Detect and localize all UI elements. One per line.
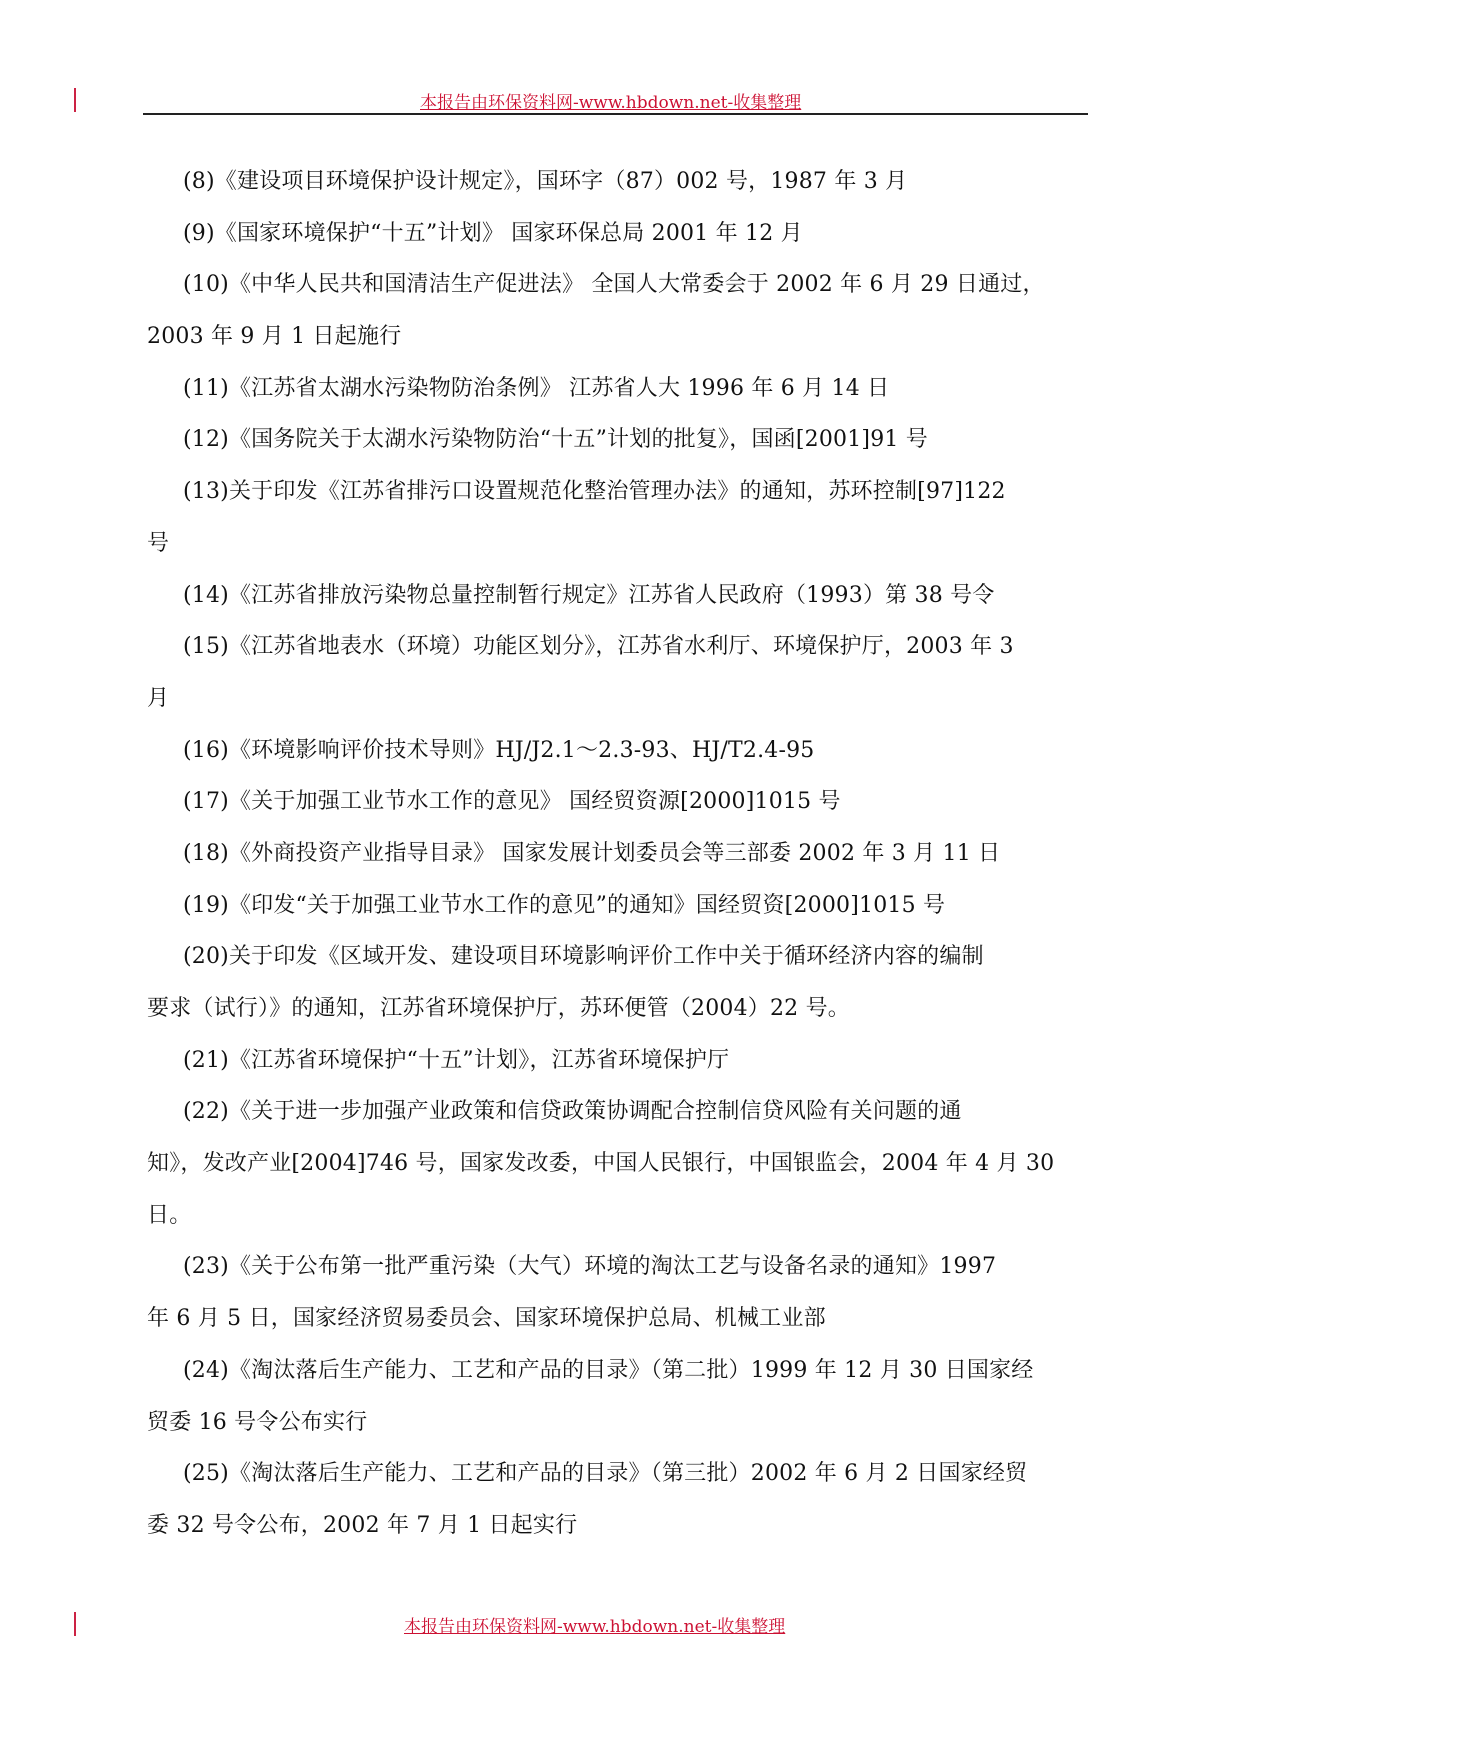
reference-line: (8)《建设项目环境保护设计规定》，国环字（87）002 号，1987 年 3 月	[183, 169, 908, 194]
reference-line: (12)《国务院关于太湖水污染物防治“十五”计划的批复》，国函[2001]91 号	[183, 427, 928, 453]
reference-line: (19)《印发“关于加强工业节水工作的意见”的通知》国经贸资[2000]1015 号	[183, 892, 946, 918]
reference-line: (14)《江苏省排放污染物总量控制暂行规定》江苏省人民政府（1993）第 38 号令	[183, 582, 995, 608]
reference-line: 月	[147, 685, 170, 711]
reference-line: 要求（试行）》的通知，江苏省环境保护厅，苏环便管（2004）22 号。	[147, 996, 850, 1021]
reference-line: (16)《环境影响评价技术导则》HJ/J2.1～2.3-93、HJ/T2.4-95	[183, 737, 815, 763]
header-margin-mark	[74, 88, 76, 112]
reference-line: 日。	[147, 1202, 192, 1228]
reference-line: (17)《关于加强工业节水工作的意见》 国经贸资源[2000]1015 号	[183, 789, 841, 815]
reference-line: 委 32 号令公布，2002 年 7 月 1 日起实行	[147, 1512, 578, 1538]
reference-line: 号	[147, 530, 170, 556]
reference-line: (21)《江苏省环境保护“十五”计划》，江苏省环境保护厅	[183, 1047, 730, 1073]
reference-line: (13)关于印发《江苏省排污口设置规范化整治管理办法》的通知，苏环控制[97]122	[183, 479, 1006, 505]
header-source-link[interactable]: 本报告由环保资料网-www.hbdown.net-收集整理	[420, 93, 802, 113]
reference-line: 知》，发改产业[2004]746 号，国家发改委，中国人民银行，中国银监会，2004 年 4 月 30	[147, 1151, 1055, 1177]
reference-line: (15)《江苏省地表水（环境）功能区划分》，江苏省水利厅、环境保护厅，2003 年 3	[183, 634, 1014, 660]
reference-line: 年 6 月 5 日，国家经济贸易委员会、国家环境保护总局、机械工业部	[147, 1306, 826, 1332]
footer-source-link[interactable]: 本报告由环保资料网-www.hbdown.net-收集整理	[404, 1617, 786, 1637]
footer-margin-mark	[74, 1612, 76, 1636]
reference-line: (9)《国家环境保护“十五”计划》 国家环保总局 2001 年 12 月	[183, 220, 803, 246]
reference-line: (24)《淘汰落后生产能力、工艺和产品的目录》（第二批）1999 年 12 月 30 日国家经	[183, 1357, 1034, 1383]
reference-line: (23)《关于公布第一批严重污染（大气）环境的淘汰工艺与设备名录的通知》1997	[183, 1254, 997, 1280]
reference-line: (10)《中华人民共和国清洁生产促进法》 全国人大常委会于 2002 年 6 月 29 日通过，	[183, 272, 1045, 298]
reference-line: (11)《江苏省太湖水污染物防治条例》 江苏省人大 1996 年 6 月 14 日	[183, 375, 890, 401]
reference-line: 贸委 16 号令公布实行	[147, 1409, 368, 1435]
reference-line: 2003 年 9 月 1 日起施行	[147, 324, 402, 350]
reference-line: (22)《关于进一步加强产业政策和信贷政策协调配合控制信贷风险有关问题的通	[183, 1099, 962, 1125]
reference-line: (18)《外商投资产业指导目录》 国家发展计划委员会等三部委 2002 年 3 月 11 日	[183, 840, 1001, 866]
reference-list	[147, 162, 1107, 1558]
reference-line: (20)关于印发《区域开发、建设项目环境影响评价工作中关于循环经济内容的编制	[183, 944, 984, 970]
header-rule	[143, 113, 1088, 115]
reference-line: (25)《淘汰落后生产能力、工艺和产品的目录》（第三批）2002 年 6 月 2 日国家经贸	[183, 1461, 1028, 1487]
